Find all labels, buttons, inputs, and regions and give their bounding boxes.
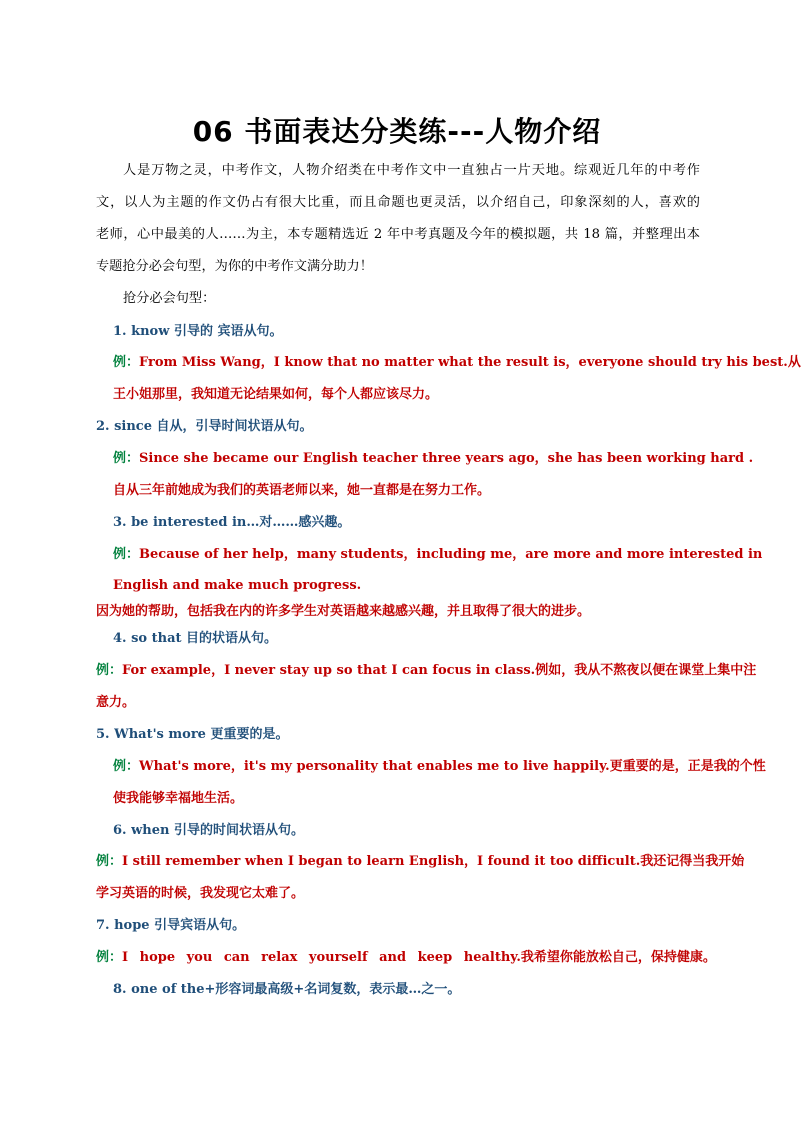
example-english: Since she became our English teacher three years ago，she has been working hard . bbox=[139, 451, 754, 466]
item-1-translation: 王小姐那里，我知道无论结果如何，每个人都应该尽力。 bbox=[113, 387, 439, 402]
intro-line-1: 人是万物之灵，中考作文，人物介绍类在中考作文中一直独占一片天地。综观近几年的中考作 bbox=[123, 163, 700, 178]
item-1-heading: 1. know 引导的 宾语从句。 bbox=[113, 324, 283, 339]
item-4-heading: 4. so that 目的状语从句。 bbox=[113, 631, 278, 646]
item-3-translation: 因为她的帮助，包括我在内的许多学生对英语越来越感兴趣，并且取得了很大的进步。 bbox=[96, 604, 591, 619]
item-2-example bbox=[113, 449, 753, 469]
item-4-example bbox=[96, 661, 757, 681]
item-3-example-cont: English and make much progress. bbox=[113, 578, 362, 593]
example-label: 例： bbox=[113, 547, 140, 562]
example-label: 例： bbox=[113, 759, 140, 774]
example-chinese: 我还记得当我开始 bbox=[640, 854, 745, 869]
intro-line-4: 专题抢分必会句型，为你的中考作文满分助力！ bbox=[96, 259, 373, 274]
item-5-translation: 使我能够幸福地生活。 bbox=[113, 791, 244, 806]
item-2-heading: 2. since 自从，引导时间状语从句。 bbox=[96, 419, 313, 434]
example-english: For example，I never stay up so that I can focus in class. bbox=[122, 663, 536, 678]
item-7-example bbox=[96, 948, 716, 968]
item-6-example bbox=[96, 852, 745, 872]
example-label: 例： bbox=[96, 854, 123, 869]
item-4-translation: 意力。 bbox=[96, 695, 136, 710]
example-chinese: 更重要的是，正是我的个性 bbox=[609, 759, 766, 774]
section-heading: 抢分必会句型： bbox=[123, 291, 216, 306]
item-6-translation: 学习英语的时候，我发现它太难了。 bbox=[96, 886, 305, 901]
example-chinese: 从 bbox=[787, 355, 801, 370]
item-5-heading: 5. What's more 更重要的是。 bbox=[96, 727, 289, 742]
example-english: I hope you can relax yourself and keep healthy. bbox=[122, 950, 521, 965]
item-2-translation: 自从三年前她成为我们的英语老师以来，她一直都是在努力工作。 bbox=[113, 483, 491, 498]
example-english: What's more，it's my personality that enables me to live happily. bbox=[139, 759, 610, 774]
example-chinese: 我希望你能放松自己，保持健康。 bbox=[520, 950, 716, 965]
example-english: From Miss Wang，I know that no matter what the result is，everyone should try his best. bbox=[139, 355, 788, 370]
example-english: I still remember when I began to learn English，I found it too difficult. bbox=[122, 854, 641, 869]
item-6-heading: 6. when 引导的时间状语从句。 bbox=[113, 823, 304, 838]
item-3-example bbox=[113, 545, 762, 565]
example-chinese: 例如，我从不熬夜以便在课堂上集中注 bbox=[535, 663, 757, 678]
item-3-heading: 3. be interested in…对……感兴趣。 bbox=[113, 515, 351, 530]
item-5-example bbox=[113, 757, 766, 777]
intro-line-2: 文，以人为主题的作文仍占有很大比重，而且命题也更灵活，以介绍自己，印象深刻的人，喜欢的 bbox=[96, 195, 700, 210]
example-english: Because of her help，many students，including me，are more and more interested in bbox=[139, 547, 763, 562]
example-label: 例： bbox=[96, 663, 123, 678]
example-label: 例： bbox=[113, 451, 140, 466]
item-7-heading: 7. hope 引导宾语从句。 bbox=[96, 918, 246, 933]
item-1-example bbox=[113, 353, 801, 373]
page-title: 06 书面表达分类练---人物介绍 bbox=[192, 115, 602, 148]
example-label: 例： bbox=[113, 355, 140, 370]
item-8-heading: 8. one of the+形容词最高级+名词复数，表示最…之一。 bbox=[113, 982, 461, 997]
example-label: 例： bbox=[96, 950, 123, 965]
intro-line-3: 老师，心中最美的人……为主，本专题精选近 2 年中考真题及今年的模拟题，共 18 篇，并整理出本 bbox=[96, 227, 700, 242]
